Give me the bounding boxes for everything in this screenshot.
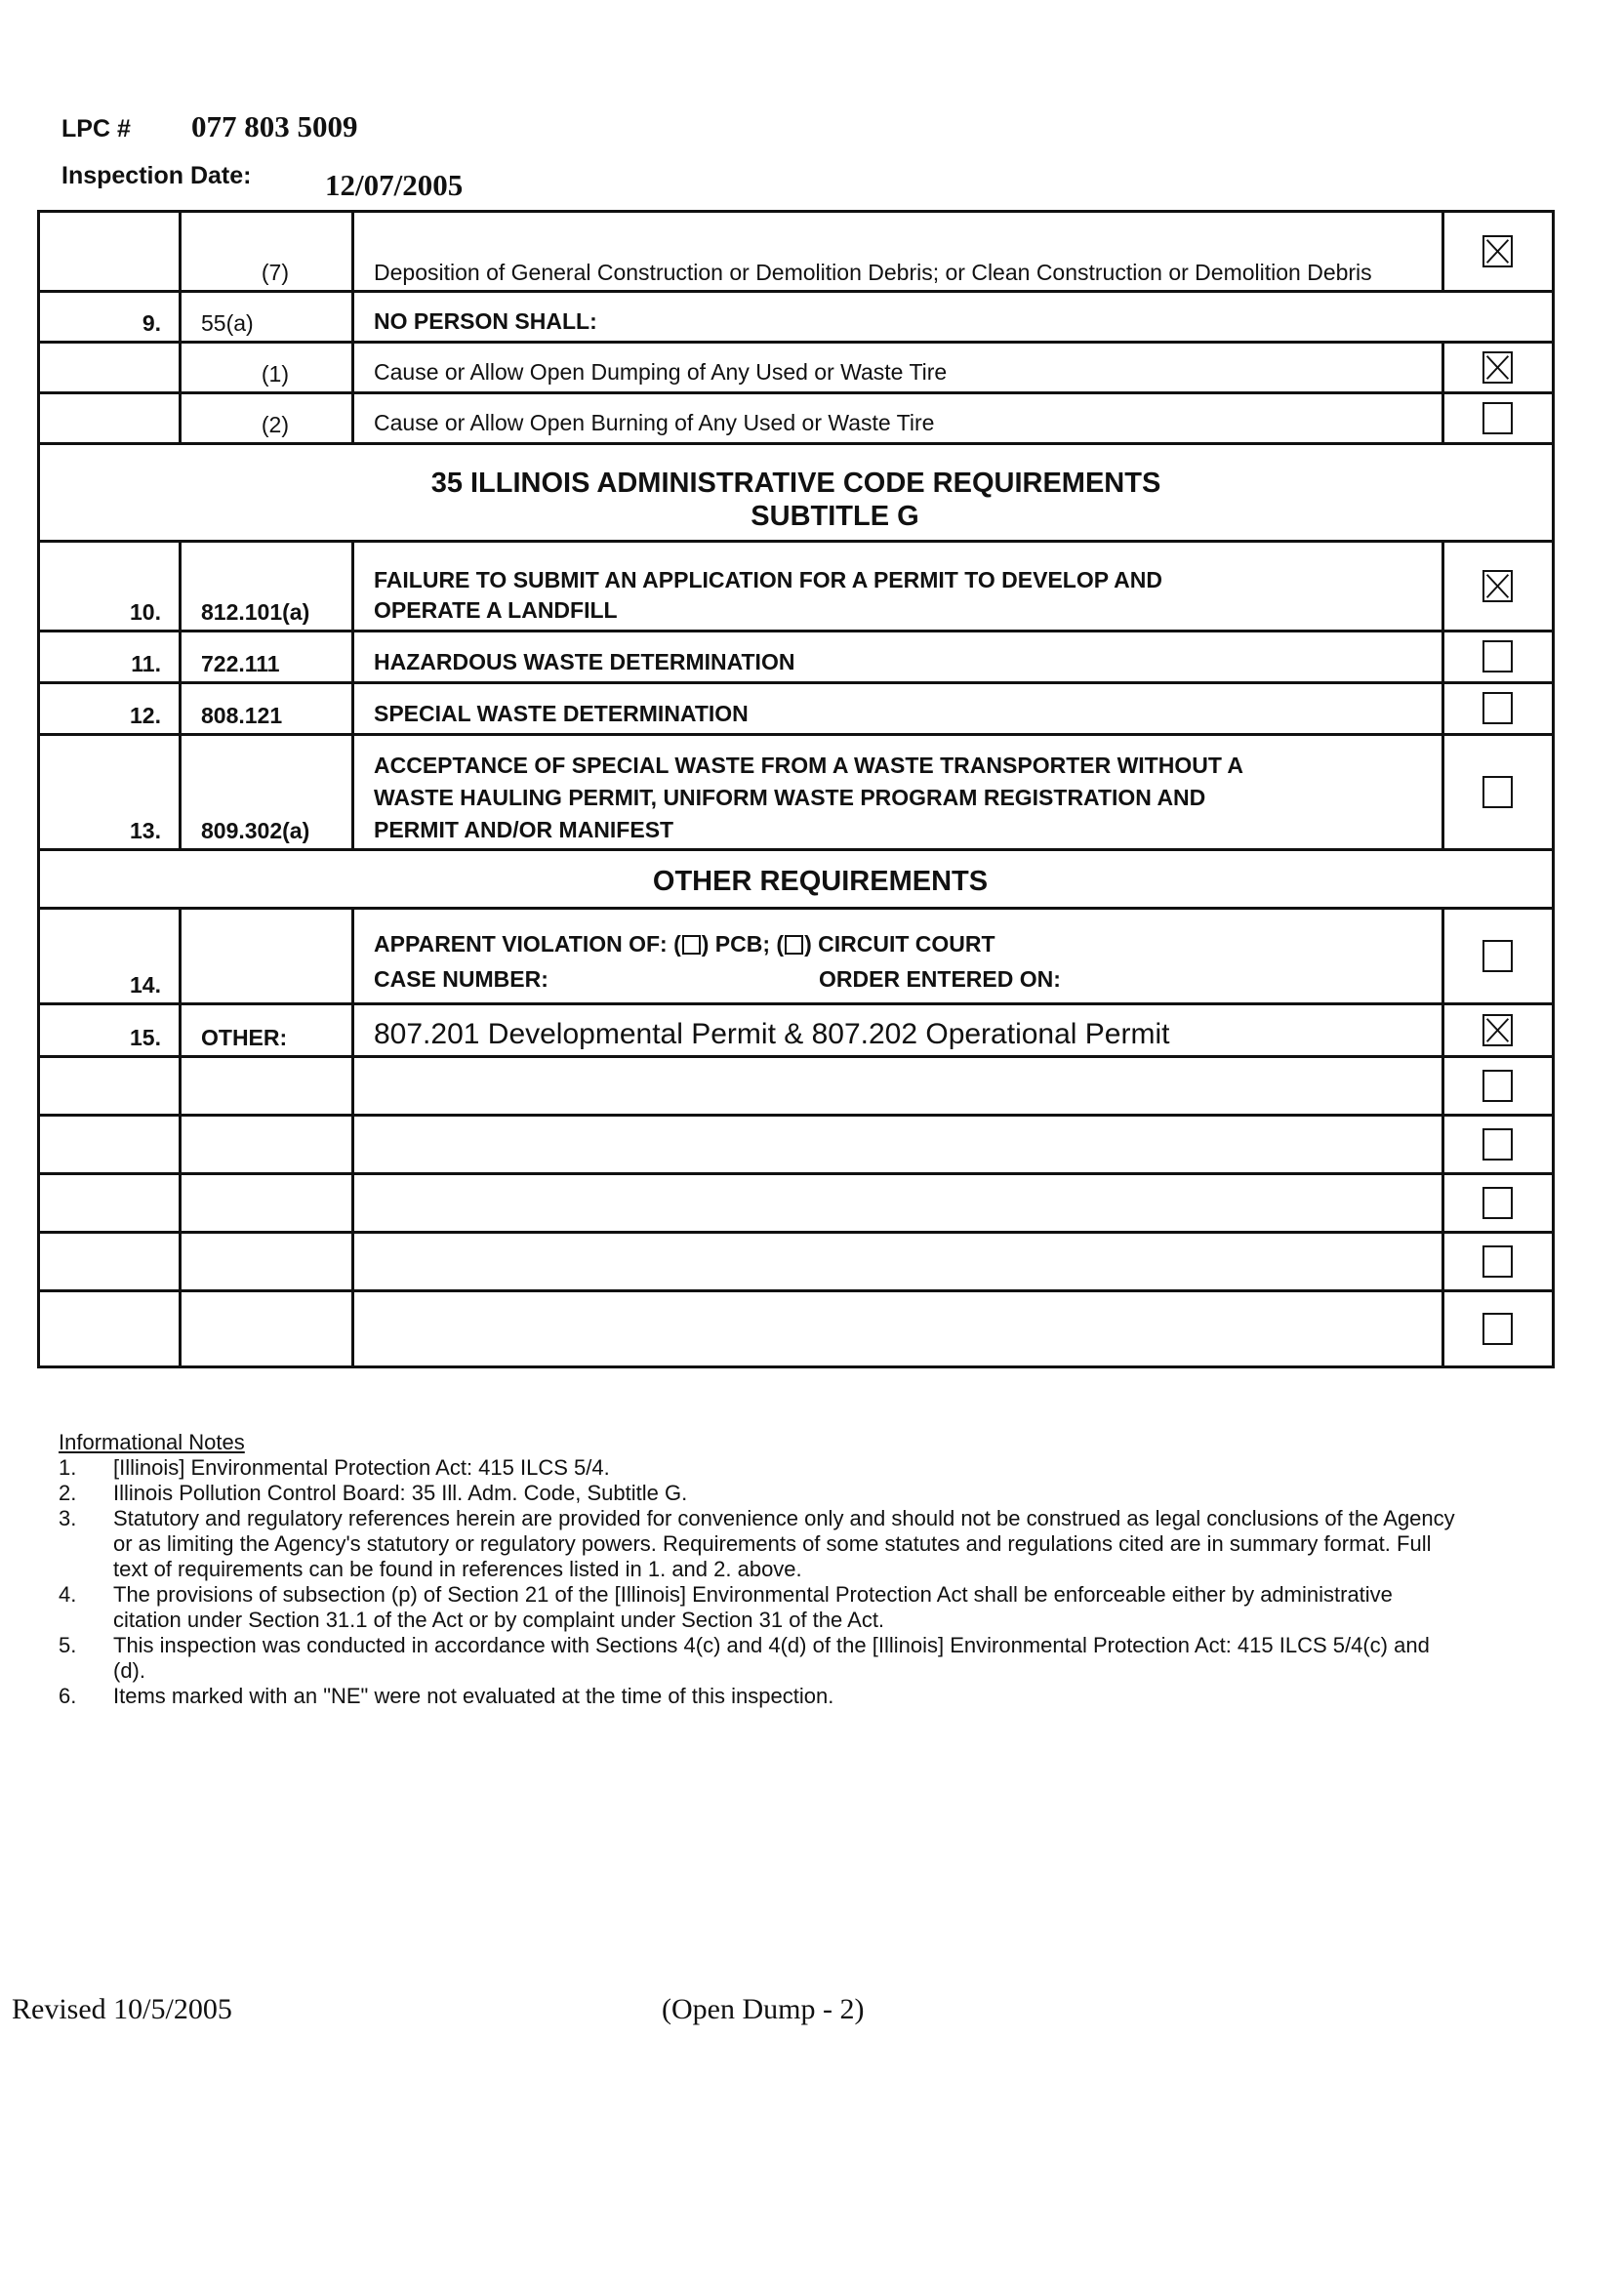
note-item: 5. This inspection was conducted in accordance with Sections 4(c) and 4(d) of the [Illinois] Environmental Protection Act: 415 ILCS 5/4(c) and (d). xyxy=(59,1633,1430,1683)
item-number: 13. xyxy=(130,818,161,843)
heading-line: OTHER REQUIREMENTS xyxy=(652,866,989,897)
section-heading xyxy=(40,851,1552,910)
checkbox[interactable] xyxy=(1482,640,1513,672)
table-row xyxy=(40,632,1552,684)
heading-line: 35 ILLINOIS ADMINISTRATIVE CODE REQUIREMENTS xyxy=(430,468,1161,499)
check-x-mark-icon xyxy=(1484,353,1511,382)
checkbox[interactable] xyxy=(1482,1070,1513,1102)
requirement-description: ACCEPTANCE OF SPECIAL WASTE FROM A WASTE TRANSPORTER WITHOUT A WASTE HAULING PERMIT, UNIFORM WASTE PROGRAM REGISTRATION AND PERMIT AND/OR MANIFEST xyxy=(374,753,1244,842)
section-code: 722.111 xyxy=(201,651,280,676)
table-row xyxy=(40,1175,1552,1234)
order-entered-label: ORDER ENTERED ON: xyxy=(819,966,1061,992)
check-x-mark-icon xyxy=(1484,572,1511,600)
note-item: 3. Statutory and regulatory references herein are provided for convenience only and should not be construed as legal conclusions of the Agency or as limiting the Agency's statutory or regulatory powers. Requirements of some statutes and regulations cited are in summary format. Full text of requirements can be found in references listed in 1. and 2. above. xyxy=(59,1506,1455,1581)
notes-title: Informational Notes xyxy=(59,1430,245,1454)
table-row xyxy=(40,1234,1552,1292)
checkbox[interactable] xyxy=(1482,1313,1513,1345)
requirement-description: NO PERSON SHALL: xyxy=(374,308,597,334)
item-number: 11. xyxy=(131,651,161,676)
check-x-mark-icon xyxy=(1484,1016,1511,1044)
inspection-date-value: 12/07/2005 xyxy=(325,168,464,202)
checkbox[interactable] xyxy=(1482,1128,1513,1161)
table-row xyxy=(40,344,1552,394)
lpc-number: 077 803 5009 xyxy=(191,109,358,143)
section-code: 809.302(a) xyxy=(201,818,310,843)
requirement-description: APPARENT VIOLATION OF: ( ) PCB; ( ) CIRCUIT COURT CASE NUMBER: ORDER ENTERED ON: xyxy=(374,926,1432,997)
section-code: (2) xyxy=(261,412,289,437)
item-number: 14. xyxy=(130,972,161,998)
inspection-date-label: Inspection Date: xyxy=(61,162,252,189)
checkbox[interactable] xyxy=(1482,1014,1513,1046)
section-code: OTHER: xyxy=(201,1025,288,1050)
requirement-description: Deposition of General Construction or Demolition Debris; or Clean Construction or Demolition Debris xyxy=(374,260,1372,285)
table-row xyxy=(40,1292,1552,1365)
table-row xyxy=(40,910,1552,1005)
item-number: 12. xyxy=(130,703,161,728)
checkbox[interactable] xyxy=(1482,1187,1513,1219)
section-code: (7) xyxy=(261,260,289,285)
section-code: (1) xyxy=(261,361,289,387)
requirement-description: FAILURE TO SUBMIT AN APPLICATION FOR A PERMIT TO DEVELOP AND OPERATE A LANDFILL xyxy=(374,567,1163,623)
check-x-mark-icon xyxy=(1484,237,1511,265)
lpc-label: LPC # xyxy=(61,115,131,143)
requirement-description: SPECIAL WASTE DETERMINATION xyxy=(374,701,749,726)
requirements-table xyxy=(37,210,1555,1368)
table-row xyxy=(40,543,1552,632)
revision-date: Revised 10/5/2005 xyxy=(12,1993,232,2025)
section-code: 55(a) xyxy=(201,310,254,336)
checkbox[interactable] xyxy=(1482,940,1513,972)
note-item: 2. Illinois Pollution Control Board: 35 Ill. Adm. Code, Subtitle G. xyxy=(59,1481,688,1505)
note-item: 6. Items marked with an "NE" were not evaluated at the time of this inspection. xyxy=(59,1684,834,1708)
table-row xyxy=(40,293,1552,344)
section-heading xyxy=(40,445,1552,543)
requirement-description: Cause or Allow Open Burning of Any Used or Waste Tire xyxy=(374,410,935,435)
table-row xyxy=(40,1005,1552,1058)
case-number-label: CASE NUMBER: xyxy=(374,966,548,992)
checkbox[interactable] xyxy=(1482,776,1513,808)
pcb-checkbox[interactable] xyxy=(682,935,701,955)
checkbox[interactable] xyxy=(1482,351,1513,384)
table-row xyxy=(40,684,1552,736)
table-row xyxy=(40,394,1552,445)
note-item: 4. The provisions of subsection (p) of Section 21 of the [Illinois] Environmental Protection Act shall be enforceable either by administrative citation under Section 31.1 of the Act or by complaint under Section 31 of the Act. xyxy=(59,1582,1393,1632)
item-number: 15. xyxy=(130,1025,161,1050)
requirement-description: 807.201 Developmental Permit & 807.202 Operational Permit xyxy=(374,1018,1170,1050)
checkbox[interactable] xyxy=(1482,692,1513,724)
table-row xyxy=(40,736,1552,851)
checkbox[interactable] xyxy=(1482,235,1513,267)
requirement-description: Cause or Allow Open Dumping of Any Used or Waste Tire xyxy=(374,359,948,385)
requirement-description: HAZARDOUS WASTE DETERMINATION xyxy=(374,649,795,674)
table-row xyxy=(40,1117,1552,1175)
informational-notes xyxy=(59,1430,1464,1709)
item-number: 10. xyxy=(130,599,161,625)
checkbox[interactable] xyxy=(1482,570,1513,602)
section-code: 812.101(a) xyxy=(201,599,310,625)
item-number: 9. xyxy=(142,310,161,336)
checkbox[interactable] xyxy=(1482,1245,1513,1278)
section-code: 808.121 xyxy=(201,703,283,728)
page-label: (Open Dump - 2) xyxy=(662,1993,865,2025)
note-item: 1. [Illinois] Environmental Protection Act: 415 ILCS 5/4. xyxy=(59,1455,610,1480)
table-row xyxy=(40,213,1552,293)
heading-line: SUBTITLE G xyxy=(751,501,919,532)
checkbox[interactable] xyxy=(1482,402,1513,434)
circuit-court-checkbox[interactable] xyxy=(785,935,803,955)
table-row xyxy=(40,1058,1552,1117)
